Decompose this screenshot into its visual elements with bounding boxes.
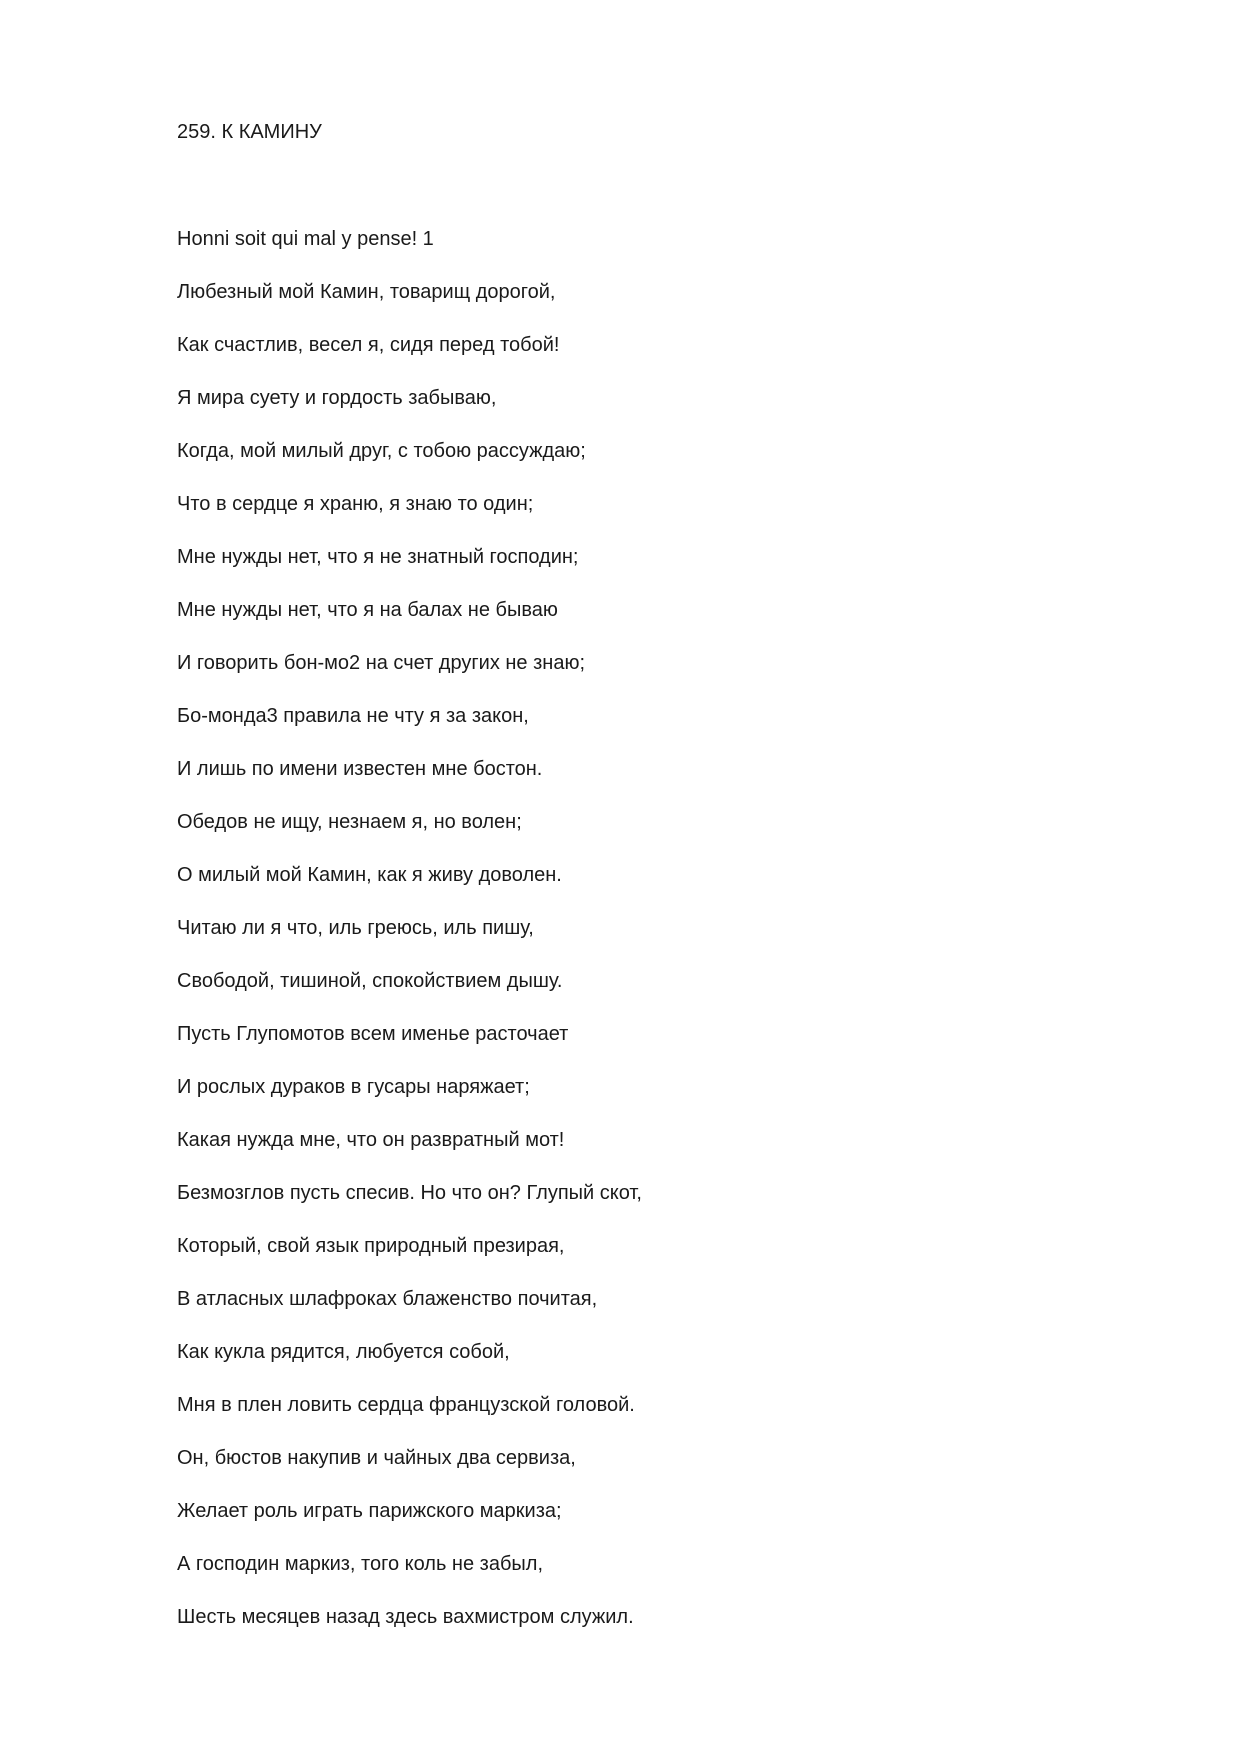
poem-line: И рослых дураков в гусары наряжает; — [177, 1076, 530, 1098]
poem-body — [177, 227, 642, 1658]
poem-line: Что в сердце я храню, я знаю то один; — [177, 493, 534, 515]
poem-line: И говорить бон-мо2 на счет других не знаю; — [177, 652, 586, 674]
poem-line: Мня в плен ловить сердца французской головой. — [177, 1394, 635, 1416]
poem-line: А господин маркиз, того коль не забыл, — [177, 1553, 544, 1575]
poem-line: Мне нужды нет, что я на балах не бываю — [177, 599, 558, 621]
poem-line: И лишь по имени известен мне бостон. — [177, 758, 543, 780]
poem-line: Он, бюстов накупив и чайных два сервиза, — [177, 1447, 576, 1469]
poem-line: О милый мой Камин, как я живу доволен. — [177, 864, 562, 886]
poem-line: Бо-монда3 правила не чту я за закон, — [177, 705, 529, 727]
poem-line: Любезный мой Камин, товарищ дорогой, — [177, 281, 556, 303]
poem-line: Когда, мой милый друг, с тобою рассуждаю; — [177, 440, 586, 462]
poem-line: Свободой, тишиной, спокойствием дышу. — [177, 970, 563, 992]
poem-line: Я мира суету и гордость забываю, — [177, 387, 497, 409]
poem-line: Читаю ли я что, иль греюсь, иль пишу, — [177, 917, 534, 939]
poem-line: Который, свой язык природный презирая, — [177, 1235, 565, 1257]
poem-line: В атласных шлафроках блаженство почитая, — [177, 1288, 598, 1310]
poem-line: Как кукла рядится, любуется собой, — [177, 1341, 510, 1363]
poem-line: Шесть месяцев назад здесь вахмистром служил. — [177, 1606, 634, 1628]
poem-line: Желает роль играть парижского маркиза; — [177, 1500, 562, 1522]
poem-line: Безмозглов пусть спесив. Но что он? Глупый скот, — [177, 1182, 642, 1204]
poem-line: Обедов не ищу, незнаем я, но волен; — [177, 811, 522, 833]
poem-line: Пусть Глупомотов всем именье расточает — [177, 1023, 569, 1045]
poem-epigraph: Honni soit qui mal y pense! 1 — [177, 228, 434, 250]
poem-line: Мне нужды нет, что я не знатный господин; — [177, 546, 579, 568]
poem-line: Какая нужда мне, что он развратный мот! — [177, 1129, 565, 1151]
poem-title: 259. К КАМИНУ — [177, 121, 322, 143]
poem-line: Как счастлив, весел я, сидя перед тобой! — [177, 334, 560, 356]
